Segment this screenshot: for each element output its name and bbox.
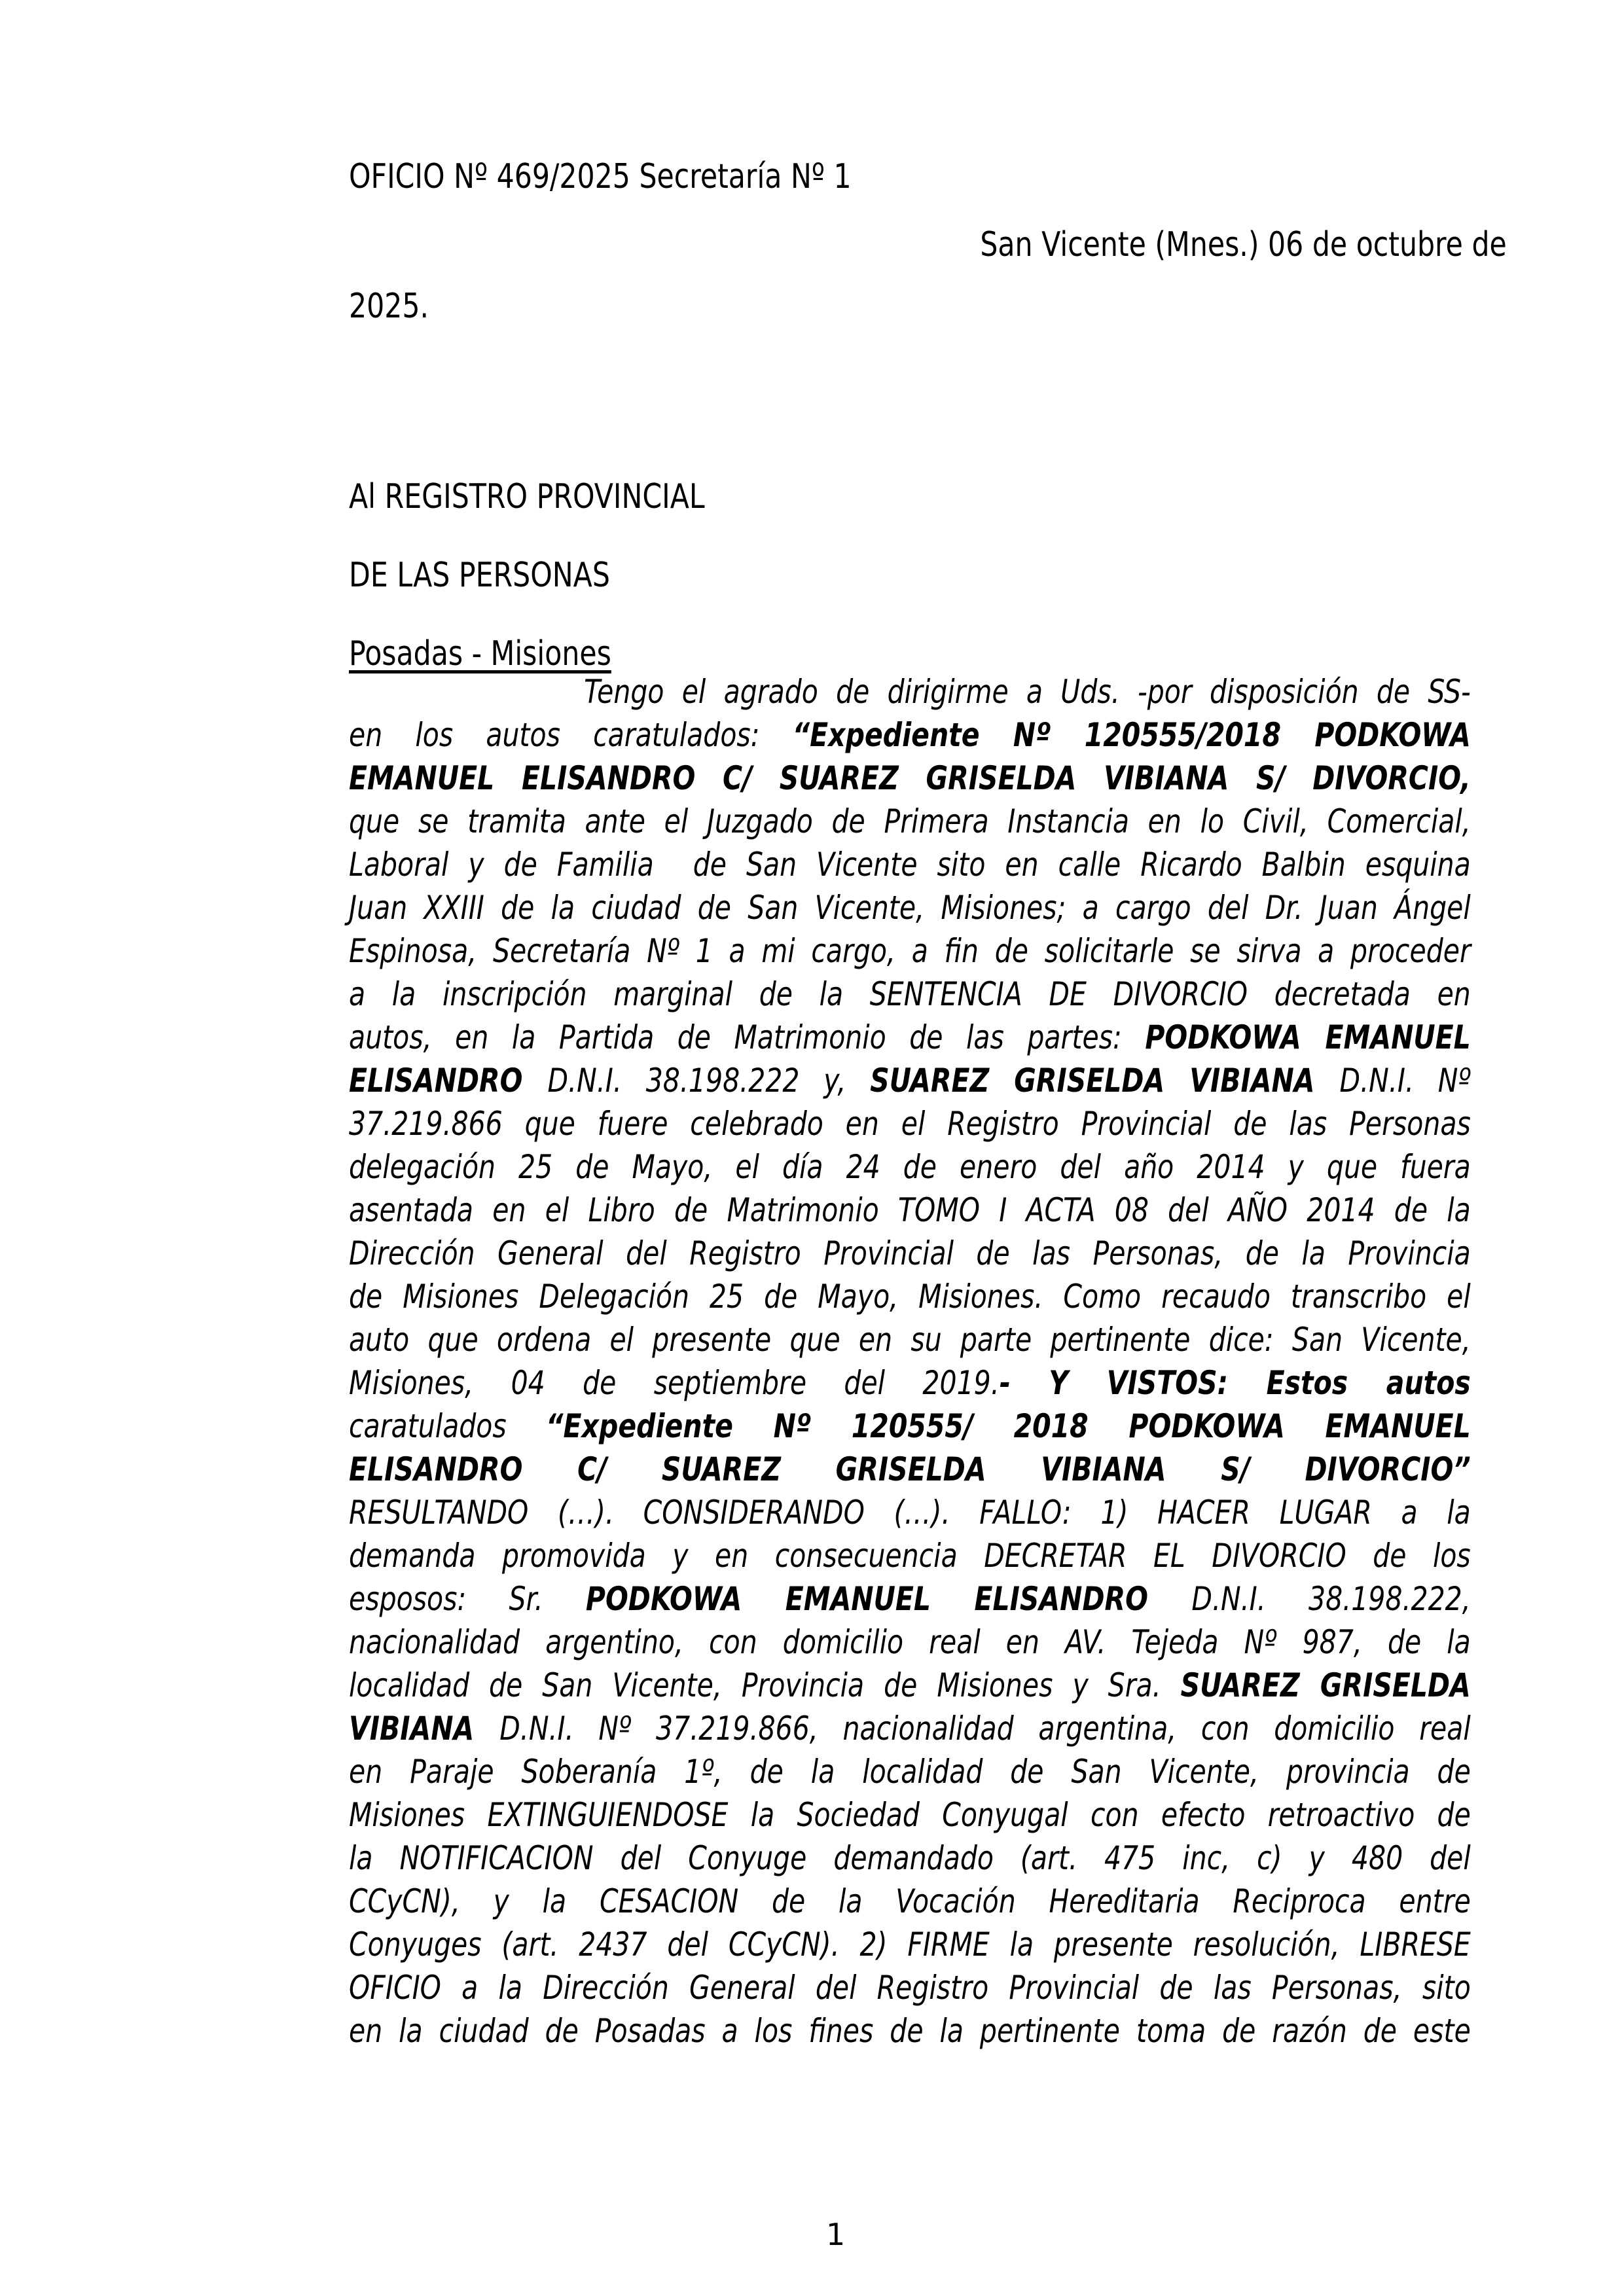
body-run: D.N.I. Nº [1339,1062,1471,1100]
body-line [349,1405,1471,1448]
body-run: 37.219.866 que fuere celebrado en el Registro Provincial de las Personas [349,1105,1471,1143]
page-number: 1 [826,2217,846,2252]
body-line [349,929,1471,973]
body-line [349,1102,1471,1145]
body-line [349,1059,1471,1102]
body-line [349,1016,1471,1059]
body-line [349,1750,1471,1793]
recipient-line-2: DE LAS PERSONAS [349,556,610,595]
body-run: auto que ordena el presente que en su parte pertinente dice: San Vicente, [349,1321,1471,1359]
body-line [349,1232,1471,1275]
body-line [349,713,1471,757]
body-run: Juan XXIII de la ciudad de San Vicente, Misiones; a cargo del Dr. Juan Ángel [349,889,1471,927]
body-line [349,1880,1471,1923]
body-run-bold: ELISANDRO [349,1062,548,1100]
body-run: Misiones EXTINGUIENDOSE la Sociedad Conyugal con efecto retroactivo de [349,1796,1471,1834]
body-line [349,1275,1471,1318]
body-run: D.N.I. 38.198.222 y, [547,1062,871,1100]
body-run: Conyuges (art. 2437 del CCyCN). 2) FIRME la presente resolución, LIBRESE [349,1926,1471,1964]
body-line [349,1923,1471,1966]
body-line [349,1189,1471,1232]
recipient-line-3: Posadas - Misiones [349,634,611,673]
body-line [349,1318,1471,1361]
body-run-bold: SUAREZ GRISELDA VIBIANA [870,1062,1340,1100]
body-run: D.N.I. 38.198.222, [1191,1580,1471,1618]
body-run: la NOTIFICACION del Conyuge demandado (art. 475 inc, c) y 480 del [349,1839,1471,1877]
body-line [349,1145,1471,1189]
body-run: Espinosa, Secretaría Nº 1 a mi cargo, a fin de solicitarle se sirva a proceder [349,932,1471,970]
body-line [349,843,1471,886]
body-line [349,973,1471,1016]
body-line [349,1707,1471,1750]
recipient-line-1: Al REGISTRO PROVINCIAL [349,477,705,516]
body-line [349,1664,1471,1707]
body-run: que se tramita ante el Juzgado de Primera Instancia en lo Civil, Comercial, [349,802,1471,840]
body-line [349,1793,1471,1837]
body-run: de Misiones Delegación 25 de Mayo, Misiones. Como recaudo transcribo el [349,1278,1471,1316]
body-run: nacionalidad argentino, con domicilio real en AV. Tejeda Nº 987, de la [349,1623,1471,1661]
body-run: esposos: Sr. [349,1580,586,1618]
body-run: demanda promovida y en consecuencia DECRETAR EL DIVORCIO de los [349,1537,1471,1575]
body-line [349,1534,1471,1577]
body-run: a la inscripción marginal de la SENTENCIA DE DIVORCIO decretada en [349,975,1471,1013]
body-text [349,670,1471,2053]
body-run: Tengo el agrado de dirigirme a Uds. -por disposición de SS- [584,673,1471,711]
body-run: Laboral y de Familia de San Vicente sito en calle Ricardo Balbin esquina [349,846,1471,884]
body-run: Dirección General del Registro Provincial de las Personas, de la Provincia [349,1234,1471,1272]
body-line [349,1966,1471,2009]
body-line [349,886,1471,929]
body-line [349,1577,1471,1621]
body-run-bold: PODKOWA EMANUEL [1145,1018,1471,1056]
body-run: en Paraje Soberanía 1º, de la localidad de San Vicente, provincia de [349,1753,1471,1791]
body-run-bold: SUAREZ GRISELDA [1180,1666,1471,1704]
oficio-title: OFICIO Nº 469/2025 Secretaría Nº 1 [349,157,852,196]
body-run: localidad de San Vicente, Provincia de Misiones y Sra. [349,1666,1181,1704]
body-run: delegación 25 de Mayo, el día 24 de enero del año 2014 y que fuera [349,1148,1471,1186]
body-run: Misiones, 04 de septiembre del 2019. [349,1364,1000,1402]
date-year-line: 2025. [349,287,429,326]
body-run-bold: “Expediente Nº 120555/2018 PODKOWA [792,716,1471,754]
body-run: OFICIO a la Dirección General del Registro Provincial de las Personas, sito [349,1969,1471,2007]
body-line [349,1837,1471,1880]
body-run-bold: EMANUEL ELISANDRO C/ SUAREZ GRISELDA VIBIANA S/ DIVORCIO, [349,759,1471,797]
body-run-bold: - Y VISTOS: Estos autos [999,1364,1471,1402]
body-line [349,670,1471,713]
body-run: caratulados [349,1407,547,1445]
body-line [349,1491,1471,1534]
body-line [349,1621,1471,1664]
body-run: D.N.I. Nº 37.219.866, nacionalidad argentina, con domicilio real [499,1710,1471,1748]
body-run: en los autos caratulados: [349,716,793,754]
body-line [349,2009,1471,2053]
body-run: asentada en el Libro de Matrimonio TOMO I ACTA 08 del AÑO 2014 de la [349,1191,1471,1229]
body-line [349,1361,1471,1405]
body-run: en la ciudad de Posadas a los fines de la pertinente toma de razón de este [349,2012,1471,2050]
date-line: San Vicente (Mnes.) 06 de octubre de [980,225,1507,264]
body-run: CCyCN), y la CESACION de la Vocación Hereditaria Reciproca entre [349,1882,1471,1920]
body-run-bold: ELISANDRO C/ SUAREZ GRISELDA VIBIANA S/ DIVORCIO” [349,1450,1471,1488]
body-run: RESULTANDO (…). CONSIDERANDO (…). FALLO: 1) HACER LUGAR a la [349,1494,1471,1532]
body-run-bold: VIBIANA [349,1710,500,1748]
body-run-bold: PODKOWA EMANUEL ELISANDRO [585,1580,1192,1618]
body-run-bold: “Expediente Nº 120555/ 2018 PODKOWA EMANUEL [546,1407,1471,1445]
body-line [349,757,1471,800]
body-line [349,800,1471,843]
body-line [349,1448,1471,1491]
body-run: autos, en la Partida de Matrimonio de las partes: [349,1018,1146,1056]
